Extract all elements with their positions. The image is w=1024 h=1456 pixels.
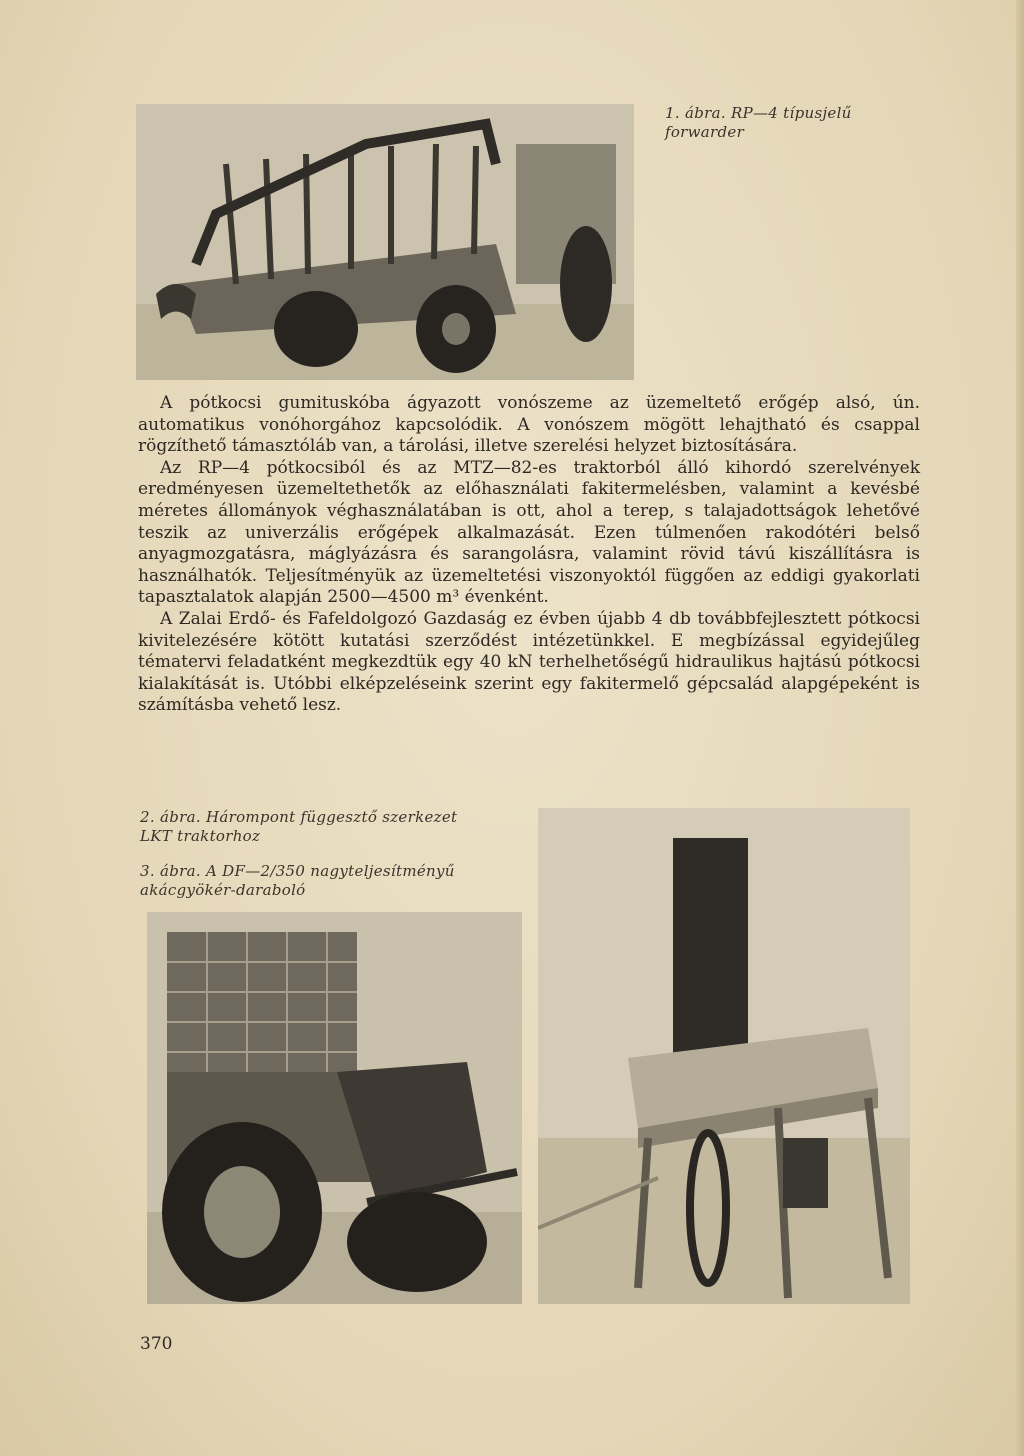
figure2-caption <box>140 808 457 846</box>
figure1-photo <box>136 104 634 380</box>
figure1-caption-line1: 1. ábra. RP—4 típusjelű <box>665 104 852 122</box>
paragraph-3: A Zalai Erdő- és Fafeldolgozó Gazdaság ez évben újabb 4 db továbbfejlesztett pótkocsi kivitelezésére kötött kutatási szerződést intézetünkkel. E megbízással egyidejűleg tématervi feladatként megkezdtük egy 40 kN terhelhetőségű hidraulikus hajtású pótkocsi kialakítását is. Utóbbi elképzeléseink szerint egy fakitermelő gépcsalád alapgépeként is számításba vehető lesz. <box>138 608 920 716</box>
figure1-caption-line2: forwarder <box>665 123 745 141</box>
figure2-caption-line2: LKT traktorhoz <box>140 827 261 845</box>
figure2-caption-line1: 2. ábra. Hárompont függesztő szerkezet <box>140 808 458 826</box>
figure2-photo <box>147 912 522 1304</box>
page-number: 370 <box>140 1334 173 1354</box>
paragraph-1: A pótkocsi gumituskóba ágyazott vonószeme az üzemeltető erőgép alsó, ún. automatikus vonóhorgához kapcsolódik. A vonószem mögött lehajtható és csappal rögzíthető támasztóláb van, a tárolási, illetve szerelési helyzet biztosítására. <box>138 393 920 457</box>
page-edge <box>1016 0 1024 1456</box>
article-body <box>138 393 920 717</box>
paragraph-2: Az RP—4 pótkocsiból és az MTZ—82-es traktorból álló kihordó szerelvények eredményesen üzemeltethetők az előhasználati fakitermelésben, valamint a kevésbé méretes állományok véghasználatában is ott, ahol a terep, s talajadottságok lehetővé teszik az univerzális erőgépek alkalmazását. Ezen túlmenően rakodótéri belső anyagmozgatásra, máglyázásra és sarangolásra, valamint rövid távú kiszállításra is használhatók. Teljesítményük az üzemeltetési viszonyoktól függően az eddigi gyakorlati tapasztalatok alapján 2500—4500 m³ évenként. <box>138 457 920 608</box>
figure3-caption-line1: 3. ábra. A DF—2/350 nagyteljesítményű <box>140 862 455 880</box>
figure1-caption <box>665 104 852 142</box>
figure3-caption-line2: akácgyökér-daraboló <box>140 881 306 899</box>
figure3-photo <box>538 808 910 1304</box>
figure3-caption <box>140 862 455 900</box>
